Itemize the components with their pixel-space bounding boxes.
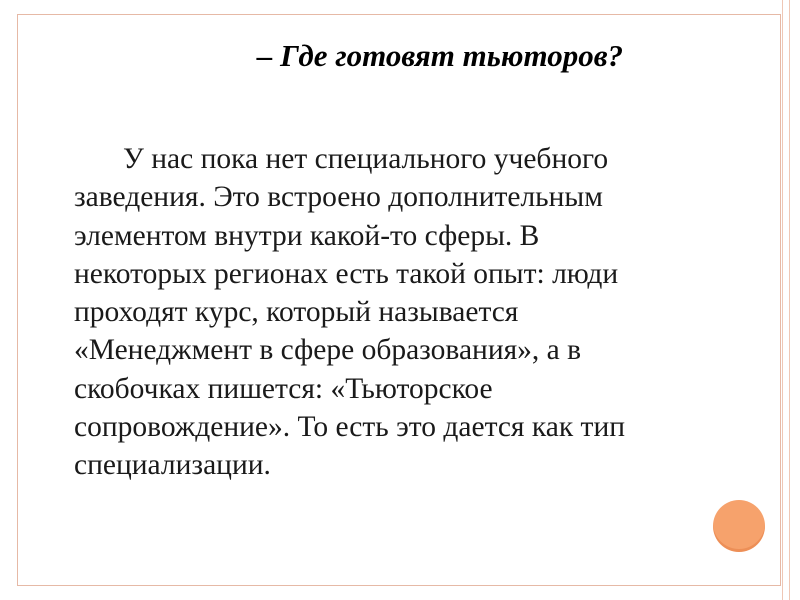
- body-line: скобочках пишется: «Тьюторское: [74, 372, 493, 405]
- body-line: некоторых регионах есть такой опыт: люди: [74, 257, 619, 290]
- body-line: проходят курс, который называется: [74, 296, 519, 329]
- body-line: заведения. Это встроено дополнительным: [74, 181, 603, 214]
- slide-title: – Где готовят тьюторов?: [256, 38, 624, 73]
- body-line: специализации.: [74, 449, 271, 482]
- body-line: сопровождение». То есть это дается как тип: [74, 411, 626, 444]
- body-line: элементом внутри какой-то сферы. В: [74, 219, 540, 252]
- slide-body-text: [74, 140, 764, 485]
- orange-circle-icon: [713, 500, 765, 552]
- body-line: У нас пока нет специального учебного: [123, 143, 609, 175]
- body-line: «Менеджмент в сфере образования», а в: [74, 334, 582, 367]
- right-decorative-band: [782, 0, 790, 600]
